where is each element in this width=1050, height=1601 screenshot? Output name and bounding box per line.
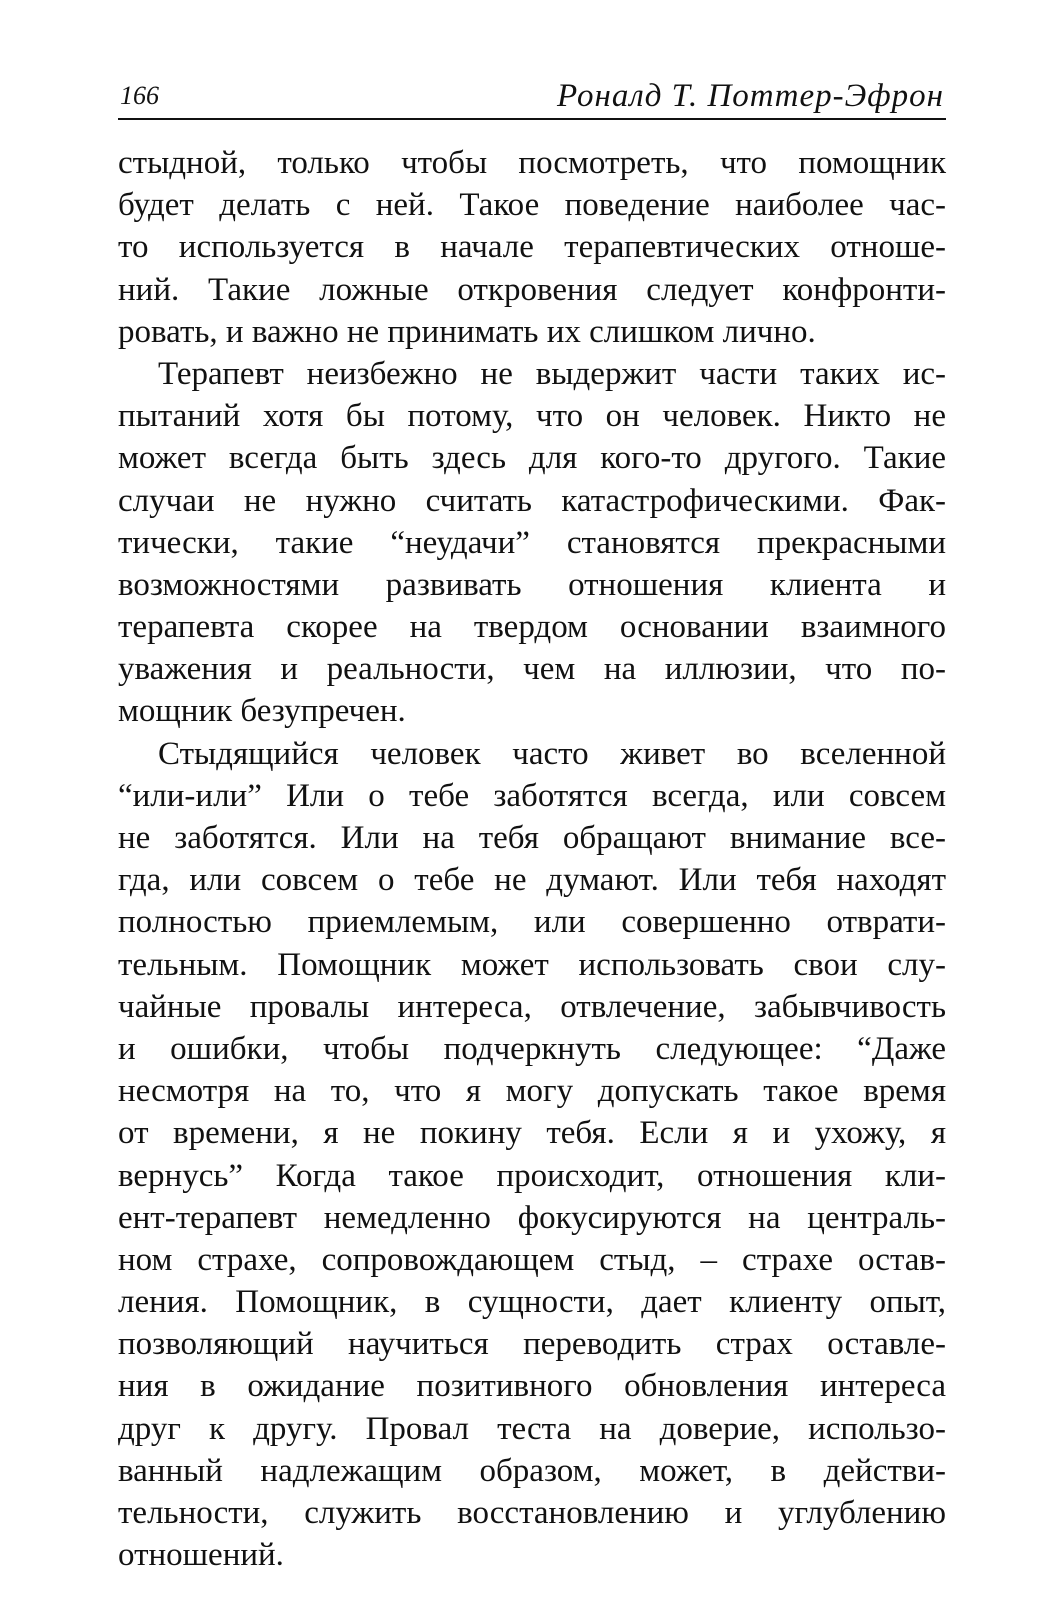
text-line: гда, или совсем о тебе не думают. Или тебя находят <box>118 862 946 899</box>
running-title: Роналд Т. Поттер-Эфрон <box>557 78 944 114</box>
text-line: тически, такие “неудачи” становятся прекрасными <box>118 524 946 561</box>
text-line: тельным. Помощник может использовать свои слу- <box>118 946 946 983</box>
text-line: “или-или” Или о тебе заботятся всегда, или совсем <box>118 777 946 814</box>
text-line: стыдной, только чтобы посмотреть, что помощник <box>118 145 946 181</box>
text-line: возможностями развивать отношения клиента и <box>118 566 946 603</box>
text-line: будет делать с ней. Такое поведение наиболее час- <box>118 187 946 224</box>
running-head <box>118 78 946 120</box>
text-line: ления. Помощник, в сущности, дает клиенту опыт, <box>118 1284 946 1321</box>
text-line: не заботятся. Или на тебя обращают внимание все- <box>118 820 946 856</box>
text-line: Терапевт неизбежно не выдержит части таких ис- <box>158 355 946 392</box>
text-line: может всегда быть здесь для кого-то другого. Такие <box>118 440 946 477</box>
text-line: Стыдящийся человек часто живет во вселенной <box>158 735 946 772</box>
text-line: случаи не нужно считать катастрофическими. Фак- <box>118 482 946 519</box>
text-line: вернусь” Когда такое происходит, отношения кли- <box>118 1157 946 1194</box>
text-line: отношений. <box>118 1537 284 1574</box>
text-line: уважения и реальности, чем на иллюзии, что по- <box>118 651 946 688</box>
text-line: ний. Такие ложные откровения следует конфронти- <box>118 271 946 308</box>
text-line: ровать, и важно не принимать их слишком лично. <box>118 313 816 350</box>
text-line: мощник безупречен. <box>118 693 406 730</box>
text-line: ния в ожидание позитивного обновления интереса <box>118 1368 946 1405</box>
text-line: полностью приемлемым, или совершенно отврати- <box>118 904 946 941</box>
text-line: и ошибки, чтобы подчеркнуть следующее: “Даже <box>118 1030 946 1067</box>
text-line: от времени, я не покину тебя. Если я и ухожу, я <box>118 1115 946 1152</box>
text-line: ванный надлежащим образом, может, в действи- <box>118 1452 946 1489</box>
text-line: ном страхе, сопровождающем стыд, – страхе остав- <box>118 1241 946 1278</box>
text-line: чайные провалы интереса, отвлечение, забывчивость <box>118 988 946 1025</box>
text-line: позволяющий научиться переводить страх оставле- <box>118 1326 946 1363</box>
text-line: пытаний хотя бы потому, что он человек. Никто не <box>118 398 946 435</box>
text-line: друг к другу. Провал теста на доверие, использо- <box>118 1410 946 1447</box>
page-number: 166 <box>120 81 159 110</box>
text-line: то используется в начале терапевтических отноше- <box>118 229 946 266</box>
text-line: несмотря на то, что я могу допускать такое время <box>118 1073 946 1110</box>
text-line: тельности, служить восстановлению и углублению <box>118 1495 946 1531</box>
text-line: терапевта скорее на твердом основании взаимного <box>118 609 946 646</box>
text-line: ент-терапевт немедленно фокусируются на централь- <box>118 1199 946 1236</box>
body-text <box>118 142 946 1576</box>
